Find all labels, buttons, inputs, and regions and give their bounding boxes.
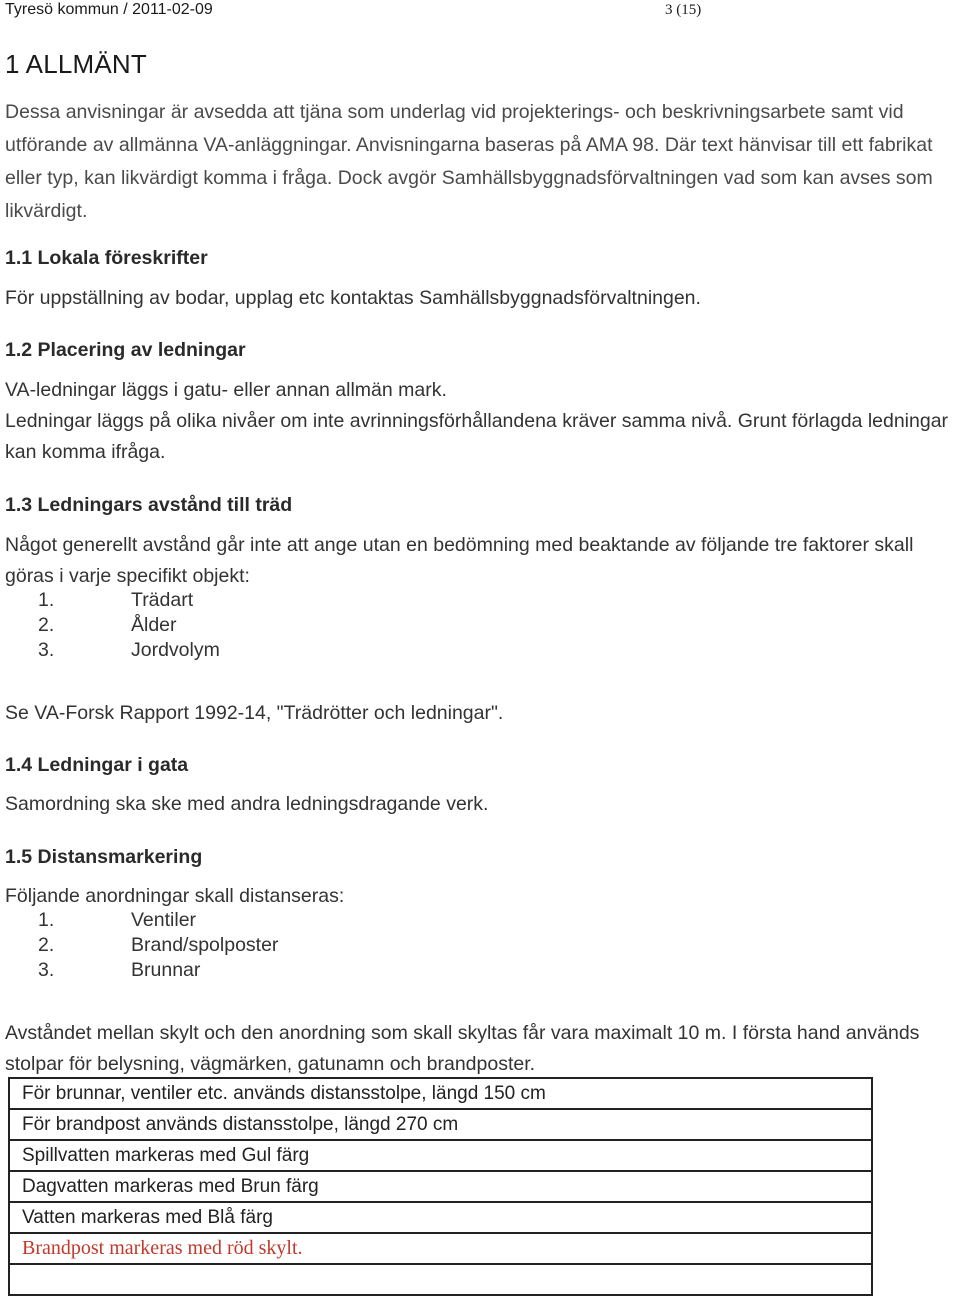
table-row (9, 1264, 872, 1295)
section-1-3-heading: 1.3 Ledningars avstånd till träd (5, 494, 293, 516)
table-row (9, 1109, 872, 1140)
table-cell: Vatten markeras med Blå färg (9, 1202, 872, 1233)
table-row (9, 1202, 872, 1233)
section-1-5-distance-text: Avståndet mellan skylt och den anordning som skall skyltas får vara maximalt 10 m. I första hand används stolpar för belysning, vägmärken, gatunamn och brandposter. (5, 1022, 920, 1075)
table-cell: För brandpost används distansstolpe, längd 270 cm (9, 1109, 872, 1140)
section-1-5-heading: 1.5 Distansmarkering (5, 846, 203, 868)
va-forsk-reference: Se VA-Forsk Rapport 1992-14, "Trädrötter och ledningar". (5, 702, 504, 724)
table-row (9, 1078, 872, 1109)
table-cell (9, 1264, 872, 1295)
header-org-date: Tyresö kommun / 2011-02-09 (5, 1, 213, 18)
marking-table (8, 1077, 873, 1296)
section-1-3-text: Något generellt avstånd går inte att ange utan en bedömning med beaktande av följande tre faktorer skall göras i varje specifikt objekt: (5, 534, 914, 587)
page-header (5, 0, 960, 22)
section-1-4-text: Samordning ska ske med andra ledningsdragande verk. (5, 793, 489, 815)
section-1-5-text: Följande anordningar skall distanseras: (5, 885, 345, 907)
section-1-2-heading: 1.2 Placering av ledningar (5, 339, 246, 361)
table-cell: Dagvatten markeras med Brun färg (9, 1171, 872, 1202)
page-number: 3 (15) (665, 2, 702, 18)
section-1-1-text: För uppställning av bodar, upplag etc kontaktas Samhällsbyggnadsförvaltningen. (5, 287, 701, 309)
section-1-2-text-1: VA-ledningar läggs i gatu- eller annan allmän mark. (5, 379, 447, 401)
section-1-heading: 1 ALLMÄNT (5, 49, 147, 79)
section-1-1-heading: 1.1 Lokala föreskrifter (5, 247, 208, 269)
table-cell: För brunnar, ventiler etc. används distansstolpe, längd 150 cm (9, 1078, 872, 1109)
section-1-intro: Dessa anvisningar är avsedda att tjäna som underlag vid projekterings- och beskrivningsarbete samt vid utförande av allmänna VA-anläggningar. Anvisningarna baseras på AMA 98. Där text hänvisar till ett fabrikat eller typ, kan likvärdigt komma i fråga. Dock avgör Samhällsbyggnadsförvaltningen vad som kan avses som likvärdigt. (5, 101, 933, 222)
table-row (9, 1140, 872, 1171)
table-cell: Spillvatten markeras med Gul färg (9, 1140, 872, 1171)
section-1-2-text-2: Ledningar läggs på olika nivåer om inte avrinningsförhållandena kräver samma nivå. Grunt förlagda ledningar kan komma ifråga. (5, 410, 949, 463)
table-row (9, 1171, 872, 1202)
table-cell: Brandpost markeras med röd skylt. (9, 1233, 872, 1264)
table-row (9, 1233, 872, 1264)
section-1-4-heading: 1.4 Ledningar i gata (5, 754, 189, 776)
